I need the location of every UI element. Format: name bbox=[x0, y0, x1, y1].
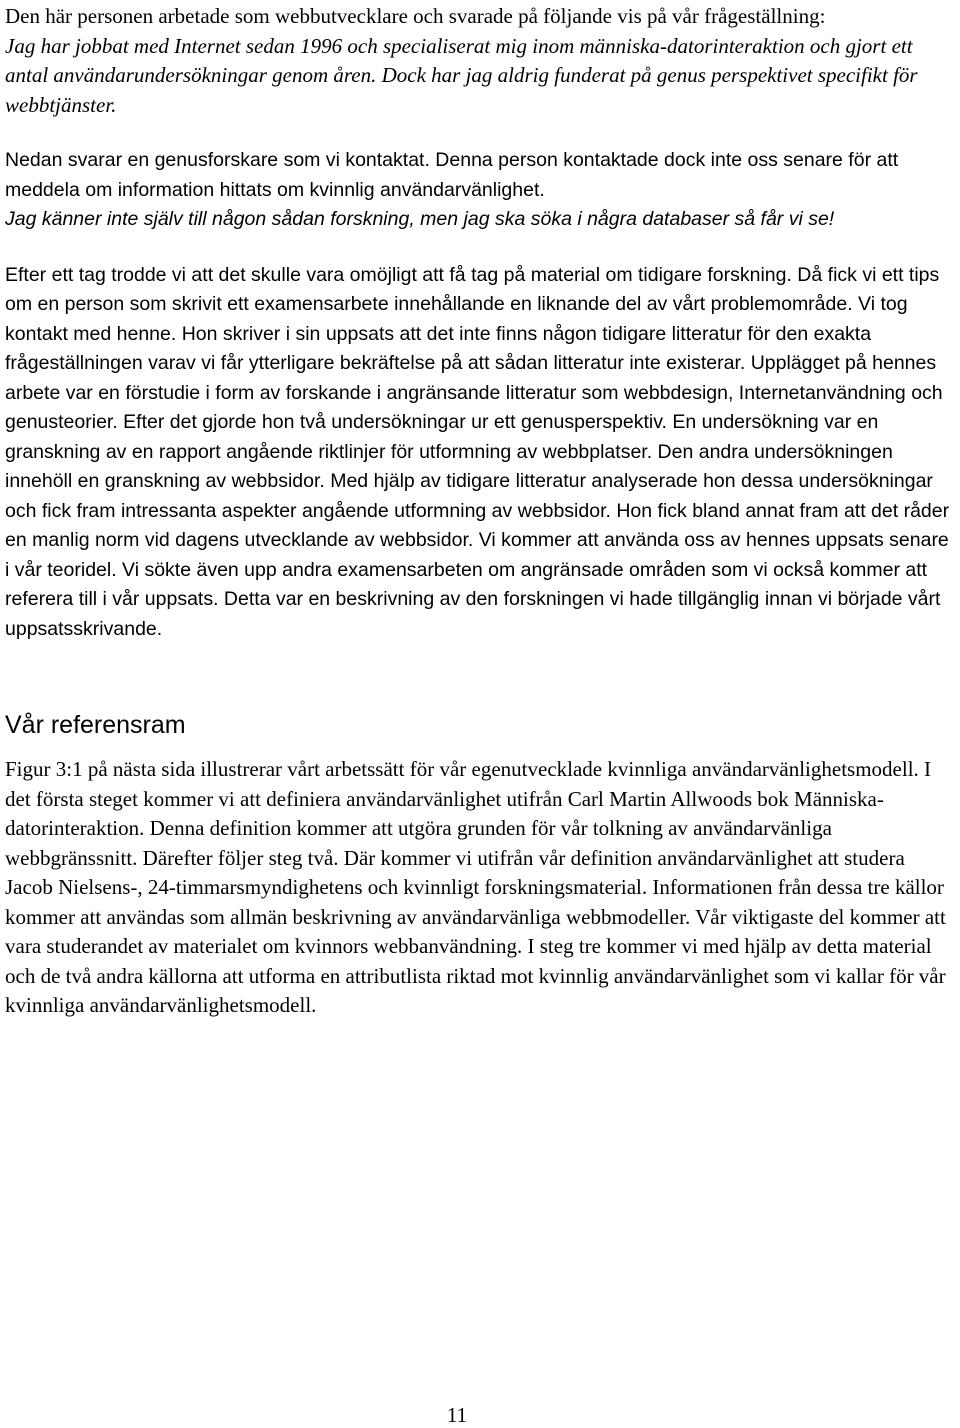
researcher-lead: Nedan svarar en genusforskare som vi kontaktat. Denna person kontaktade dock inte oss senare för att meddela om information hittats om kvinnlig användarvänlighet. bbox=[5, 149, 899, 201]
reference-frame-block bbox=[5, 755, 955, 1021]
page-number: 11 bbox=[446, 1403, 468, 1427]
reference-frame-paragraph: Figur 3:1 på nästa sida illustrerar vårt arbetssätt för vår egenutvecklade kvinnliga användarvänlighetsmodell. I det första steget kommer vi att definiera användarvänlighet utifrån Carl Martin Allwoods bok Människa-datorinteraktion. Denna definition kommer att utgöra grunden för vår tolkning av användarvänliga webbgränssnitt. Därefter följer steg två. Där kommer vi utifrån vår definition användarvänlighet att studera Jacob Nielsens-, 24-timmarsmyndighetens och kvinnligt forskningsmaterial. Informationen från dessa tre källor kommer att användas som allmän beskrivning av användarvänliga webbmodeller. Vår viktigaste del kommer att vara studerandet av materialet om kvinnors webbanvändning. I steg tre kommer vi med hjälp av detta material och de två andra källorna att utforma en attributlista riktad mot kvinnlig användarvänlighet som vi kallar för vår kvinnliga användarvänlighetsmodell. bbox=[5, 757, 946, 1017]
researcher-response-block bbox=[5, 146, 955, 235]
previous-research-paragraph: Efter ett tag trodde vi att det skulle vara omöjligt att få tag på material om tidigare forskning. Då fick vi ett tips om en person som skrivit ett examensarbete innehållande en liknande del av vårt problemområde. Vi tog kontakt med henne. Hon skriver i sin uppsats att det inte finns någon tidigare litteratur för den exakta frågeställningen varav vi får ytterligare bekräftelse på att sådan litteratur inte existerar. Upplägget på hennes arbete var en förstudie i form av forskande i angränsande litteratur som webbdesign, Internetanvändning och genusteorier. Efter det gjorde hon två undersökningar ur ett genusperspektiv. En undersökning var en granskning av en rapport angående riktlinjer för utformning av webbplatser. Den andra undersökningen innehöll en granskning av webbsidor. Med hjälp av tidigare litteratur analyserade hon dessa undersökningar och fick fram intressanta aspekter angående utformning av webbsidor. Hon fick bland annat fram att det råder en manlig norm vid dagens utvecklande av webbsidor. Vi kommer att använda oss av hennes uppsats senare i vår teoridel. Vi sökte även upp andra examensarbeten om angränsade områden som vi också kommer att referera till i vår uppsats. Detta var en beskrivning av den forskningen vi hade tillgänglig innan vi började vårt uppsatsskrivande. bbox=[5, 263, 950, 640]
previous-research-block bbox=[5, 261, 955, 645]
intro-quote: Jag har jobbat med Internet sedan 1996 och specialiserat mig inom människa-datorinteraktion och gjort ett antal användarundersökningar genom åren. Dock har jag aldrig funderat på genus perspektivet specifikt för webbtjänster. bbox=[5, 33, 918, 117]
researcher-quote: Jag känner inte själv till någon sådan forskning, men jag ska söka i några databaser så får vi se! bbox=[5, 208, 835, 230]
intro-block bbox=[5, 2, 955, 120]
section-heading: Vår referensram bbox=[5, 711, 186, 739]
document-page bbox=[5, 0, 955, 1021]
intro-lead: Den här personen arbetade som webbutvecklare och svarade på följande vis på vår frågeställning: bbox=[5, 4, 826, 28]
